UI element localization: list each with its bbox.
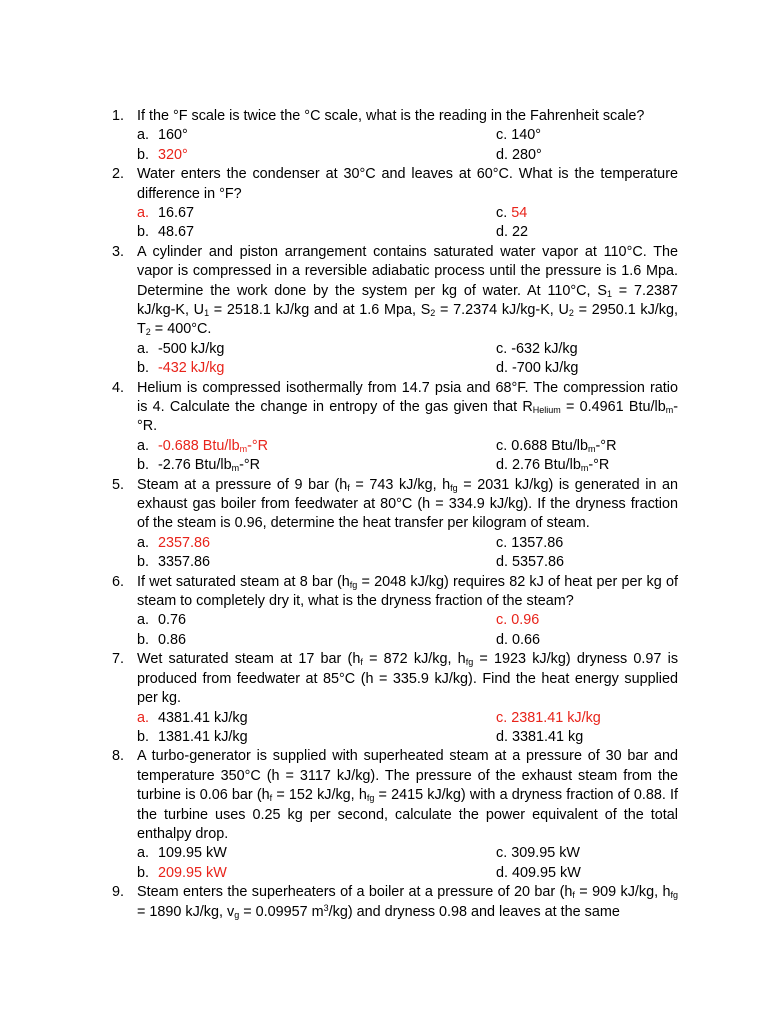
question-3-options (0, 340, 768, 379)
question-number: 8. (112, 748, 125, 765)
question-number: 4. (112, 379, 125, 396)
option-d: d. 22 (496, 224, 529, 241)
question-5 (0, 476, 678, 534)
question-number: 6. (112, 573, 125, 590)
option-a: a. 4381.41 kJ/kg (137, 709, 248, 726)
question-2-options (0, 204, 768, 243)
option-b: b. 0.86 (137, 631, 187, 648)
option-a: a. -0.688 Btu/$lb_m-^\circ R$ (137, 437, 269, 454)
question-number: 9. (112, 884, 125, 901)
question-number: 7. (112, 651, 125, 668)
option-c: c. 0.96 (496, 612, 540, 629)
question-stem: Steam at a pressure of 9 bar ($h_f = 743$ kJ/kg, $h_{fg} = 2031$ kJ/kg) is generated in an exhaust gas boiler from feedwater at 80°C (h = 334.9 kJ/kg). If the dryness fraction of the steam is 0.96, determine the heat transfer per kilogram of steam. (137, 476, 679, 532)
question-8-options (0, 844, 768, 883)
option-d: d. 280° (496, 146, 542, 163)
option-c: c. 0.688 Btu/$lb_m-^\circ R$ (496, 437, 617, 454)
option-c: c. -632 kJ/kg (496, 340, 578, 357)
option-d: d. 409.95 kW (496, 864, 581, 881)
question-7-options (0, 709, 768, 748)
question-6 (0, 573, 678, 612)
option-b: b. -432 kJ/kg (137, 360, 225, 377)
question-1-options (0, 126, 768, 165)
option-c: c. 309.95 kW (496, 845, 580, 862)
question-4 (0, 379, 678, 437)
question-4-options (0, 437, 768, 476)
question-stem: Water enters the condenser at 30°C and leaves at 60°C. What is the temperature difference in °F? (137, 166, 678, 202)
option-a: a. 16.67 (137, 205, 195, 222)
question-9 (0, 883, 678, 922)
option-a: a. 2357.86 (137, 534, 211, 551)
option-d: d. 2.76 Btu/$lb_m-^\circ R$ (496, 457, 610, 474)
question-stem: Helium is compressed isothermally from 14.7 psia and 68°F. The compression ratio is 4. Calculate the change in entropy of the gas given that $R_{Helium} = 0.4961$ Btu/$lb_m-^\circ R$. (137, 379, 678, 435)
option-c: c. 140° (496, 127, 541, 144)
question-7 (0, 650, 678, 708)
option-b: b. -2.76 Btu/$lb_m-^\circ R$ (137, 457, 261, 474)
option-b: b. 320° (137, 146, 188, 163)
option-c: c. 54 (496, 205, 528, 222)
question-stem: A turbo-generator is supplied with superheated steam at a pressure of 30 bar and temperature 350°C (h = 3117 kJ/kg). The pressure of the exhaust steam from the turbine is 0.06 bar ($h_f = 152$ kJ/kg, $h_{fg} = 2415$ kJ/kg) with a dryness fraction of 0.88. If the turbine uses 0.25 kg per second, calculate the power equivalent of the total enthalpy drop. (137, 748, 678, 842)
question-number: 3. (112, 243, 125, 260)
option-a: a. -500 kJ/kg (137, 340, 225, 357)
option-c: c. 2381.41 kJ/kg (496, 709, 601, 726)
question-2 (0, 165, 678, 204)
question-6-options (0, 611, 768, 650)
question-stem: Wet saturated steam at 17 bar ($h_f = 872$ kJ/kg, $h_{fg} = 1923$ kJ/kg) dryness 0.97 is produced from feedwater at 85°C (h = 335.9 kJ/kg). Find the heat energy supplied per kg. (137, 651, 679, 707)
question-1 (0, 107, 678, 126)
question-number: 2. (112, 166, 125, 183)
question-5-options (0, 534, 768, 573)
option-b: b. 3357.86 (137, 554, 211, 571)
option-d: d. -700 kJ/kg (496, 360, 579, 377)
option-d: d. 3381.41 kg (496, 728, 584, 745)
option-a: a. 109.95 kW (137, 845, 227, 862)
question-list (0, 107, 768, 922)
question-number: 5. (112, 476, 125, 493)
option-a: a. 0.76 (137, 612, 187, 629)
option-d: d. 5357.86 (496, 554, 565, 571)
option-d: d. 0.66 (496, 631, 541, 648)
question-3 (0, 243, 678, 340)
question-8 (0, 747, 678, 844)
question-stem: A cylinder and piston arrangement contains saturated water vapor at 110°C. The vapor is compressed in a reversible adiabatic process until the pressure is 1.6 Mpa. Determine the work done by the system per kg of water. At 110°C, $S_1 = 7.2387$ kJ/kg-K, $U_1 = 2518.1$ kJ/kg and at 1.6 Mpa, $S_2 = 7.2374$ kJ/kg-K, $U_2 = 2950.1$ kJ/kg, $T_2 = 400^\circ C$. (137, 243, 679, 338)
option-a: a. 160° (137, 127, 188, 144)
option-b: b. 48.67 (137, 224, 195, 241)
question-number: 1. (112, 108, 125, 124)
option-c: c. 1357.86 (496, 534, 564, 551)
question-stem: If the °F scale is twice the °C scale, what is the reading in the Fahrenheit scale? (137, 108, 645, 124)
option-b: b. 1381.41 kJ/kg (137, 728, 248, 745)
question-stem: If wet saturated steam at 8 bar ($h_{fg} = 2048$ kJ/kg) requires 82 kJ of heat per per kg of steam to completely dry it, what is the dryness fraction of the steam? (137, 573, 678, 610)
option-b: b. 209.95 kW (137, 864, 227, 881)
question-stem: Steam enters the superheaters of a boiler at a pressure of 20 bar ($h_f = 909$ kJ/kg, $h_{fg} = 1890$ kJ/kg, $v_g = 0.09957$ $m^3/kg$) and dryness 0.98 and leaves at the same (137, 884, 678, 920)
